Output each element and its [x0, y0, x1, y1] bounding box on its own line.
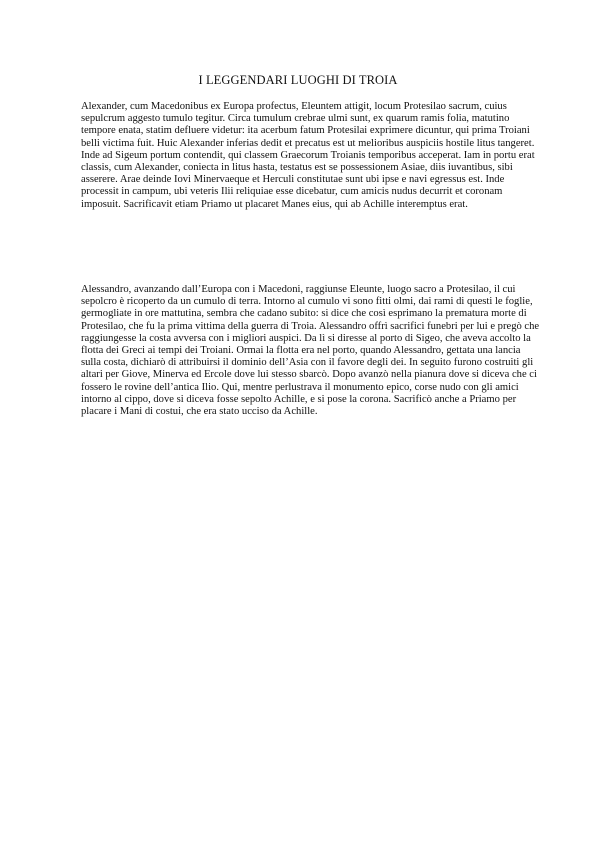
- document-title: I LEGGENDARI LUOGHI DI TROIA: [198, 73, 398, 87]
- latin-paragraph: Alexander, cum Macedonibus ex Europa profectus, Eleuntem attigit, locum Protesilao sacrum, cuius sepulcrum aggesto tumulo tegitur. Circa tumulum crebrae ulmi sunt, ex quarum ramis folia, matutino tempore enata, statim defluere videtur: ita acerbum fatum Protesilai exprimere dicuntur, qui prima Troiani belli victima fuit. Huic Alexander inferias dedit et precatus est ut melioribus auspiciis hostile litus tangeret. Inde ad Sigeum portum contendit, qui classem Graecorum Troianis temporibus acceperat. Iam in portu erat classis, cum Alexander, coniecta in litus hasta, testatus est se possessionem Asiae, diis iuvantibus, sibi asserere. Arae deinde Iovi Minervaeque et Herculi constitutae sunt ubi ipse e navi egressus est. Inde processit in campum, ubi veteris Ilii reliquiae esse dicebatur, cum amicis nudus decurrit et coronam imposuit. Sacrificavit etiam Priamo ut placaret Manes eius, qui ab Achille interemptus erat.: [81, 101, 535, 210]
- italian-translation-paragraph: Alessandro, avanzando dall’Europa con i Macedoni, raggiunse Eleunte, luogo sacro a Protesilao, il cui sepolcro è ricoperto da un cumulo di terra. Intorno al cumulo vi sono fitti olmi, dai rami di questi le foglie, germogliate in ore mattutina, sembra che cadano subito: si dice che così esprimano la prematura morte di Protesilao, che fu la prima vittima della guerra di Troia. Alessandro offrì sacrifici funebri per lui e pregò che raggiungesse la costa avversa con i migliori auspici. Da lì si diresse al porto di Sigeo, che aveva accolto la flotta dei Greci ai tempi dei Troiani. Ormai la flotta era nel porto, quando Alessandro, gettata una lancia sulla costa, dichiarò di attribuirsi il dominio dell’Asia con il favore degli dei. In seguito furono costruiti gli altari per Giove, Minerva ed Ercole dove lui stesso sbarcò. Dopo avanzò nella pianura dove si diceva che ci fossero le rovine dell’antica Ilio. Qui, mentre perlustrava il monumento epico, corse nudo con gli amici intorno al cippo, dove si diceva fosse sepolto Achille, e si pose la corona. Sacrificò anche a Priamo per placare i Mani di costui, che era stato ucciso da Achille.: [81, 284, 540, 418]
